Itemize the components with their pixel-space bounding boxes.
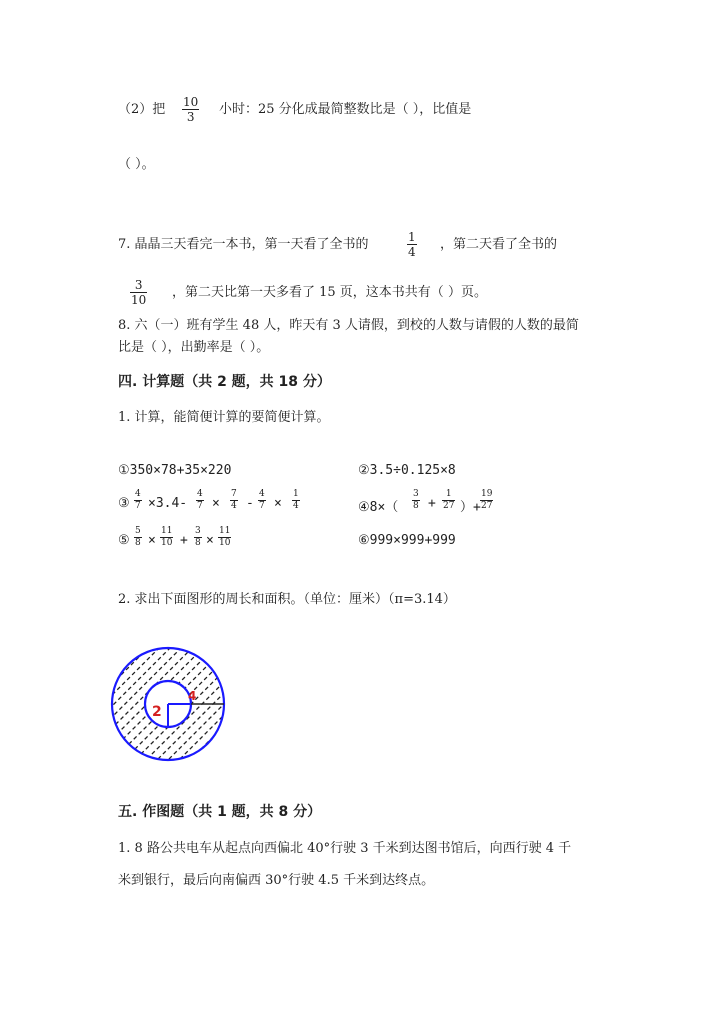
calc-item-3-text-2: × (212, 496, 220, 511)
fraction-denominator: 8 (413, 501, 419, 511)
calc-item-5-fraction-1 (134, 527, 142, 548)
annulus-figure (108, 644, 228, 764)
fraction-denominator: 7 (259, 501, 265, 511)
q7-fraction-2 (130, 279, 147, 306)
fraction-numerator: 3 (413, 489, 419, 499)
fraction-numerator: 3 (130, 279, 147, 293)
fraction-numerator: 3 (195, 526, 201, 536)
calc-item-3-fraction-2 (196, 490, 204, 511)
fraction-numerator: 4 (197, 489, 203, 499)
fraction-denominator: 8 (135, 538, 141, 548)
fraction-denominator: 8 (195, 538, 201, 548)
q6-2-text: 小时：25 分化成最简整数比是（ ），比值是 (219, 102, 472, 117)
calc-item-3-fraction-4 (258, 490, 266, 511)
fraction-denominator: 10 (161, 538, 173, 548)
calc-item-3-fraction-1 (134, 490, 142, 511)
q6-2-prefix: （2）把 (118, 102, 166, 117)
fraction-denominator: 27 (481, 501, 493, 511)
calc-item-5-text-1: × (148, 533, 156, 548)
fraction-numerator: 10 (183, 95, 199, 109)
calc-item-5-fraction-2 (160, 527, 173, 548)
q6-2-fraction (182, 96, 199, 123)
calc-item-3-text-3: - (246, 496, 254, 511)
q7-fraction-1 (407, 231, 417, 258)
fraction-numerator: 1 (293, 489, 299, 499)
q7-part1: 7. 晶晶三天看完一本书，第一天看了全书的 (118, 237, 369, 252)
fraction-numerator: 11 (161, 526, 173, 536)
fraction-numerator: 7 (231, 489, 237, 499)
section-4-q1-title: 1. 计算，能简便计算的要简便计算。 (118, 410, 330, 425)
calc-item-4-fraction-3 (480, 490, 493, 511)
q8-line1: 8. 六（一）班有学生 48 人，昨天有 3 人请假，到校的人数与请假的人数的最简 (118, 318, 579, 333)
fraction-denominator: 4 (231, 501, 237, 511)
section-4-q2-title: 2. 求出下面图形的周长和面积。（单位：厘米）（π=3.14） (118, 592, 456, 607)
fraction-numerator: 5 (135, 526, 141, 536)
calc-item-5-fraction-4 (218, 527, 231, 548)
q8-line2: 比是（ ），出勤率是（ ）。 (118, 340, 270, 355)
calc-item-3-fraction-5 (292, 490, 300, 511)
calc-item-5-text-3: × (206, 533, 214, 548)
fraction-denominator: 3 (186, 110, 195, 124)
section-5-title: 五. 作图题（共 1 题，共 8 分） (118, 804, 322, 820)
outer-radius-label: 4 (188, 689, 197, 703)
calc-item-5-text-2: + (180, 533, 188, 548)
calc-item-6: ⑥999×999+999 (358, 533, 456, 548)
calc-item-3-fraction-3 (230, 490, 238, 511)
fraction-numerator: 1 (442, 490, 455, 501)
calc-item-3-text-1: ×3.4- (148, 496, 188, 511)
fraction-denominator: 27 (443, 501, 455, 511)
calc-item-4-text-1: + (428, 496, 436, 511)
fraction-denominator: 4 (408, 245, 416, 259)
fraction-denominator: 10 (131, 293, 147, 307)
section-5-q1-line2: 米到银行，最后向南偏西 30°行驶 4.5 千米到达终点。 (118, 873, 435, 888)
fraction-denominator: 4 (293, 501, 299, 511)
calc-item-3-text-4: × (274, 496, 282, 511)
fraction-numerator: 4 (259, 489, 265, 499)
calc-item-4-label: ④8×（ (358, 500, 399, 515)
inner-radius-label: 2 (152, 704, 162, 720)
section-4-title: 四. 计算题（共 2 题，共 18 分） (118, 374, 331, 390)
calc-item-4-fraction-2 (442, 490, 455, 511)
calc-item-5-label: ⑤ (118, 533, 130, 548)
q7-part2: ，第二天看了全书的 (440, 237, 558, 252)
fraction-numerator: 19 (481, 489, 493, 499)
q6-2-line2: （ ）。 (118, 157, 155, 172)
fraction-numerator: 11 (219, 526, 231, 536)
calc-item-5-fraction-3 (194, 527, 202, 548)
q7-part3: ，第二天比第一天多看了 15 页，这本书共有（ ）页。 (172, 285, 487, 300)
calc-item-2: ②3.5÷0.125×8 (358, 463, 456, 478)
calc-item-4-fraction-1 (412, 490, 420, 511)
calc-item-4-text-2: ）+ (460, 500, 481, 515)
fraction-numerator: 1 (408, 230, 416, 244)
fraction-denominator: 10 (219, 538, 231, 548)
calc-item-3-label: ③ (118, 496, 130, 511)
fraction-denominator: 7 (135, 501, 141, 511)
fraction-numerator: 4 (135, 489, 141, 499)
hatch-line (108, 644, 174, 764)
calc-item-1: ①350×78+35×220 (118, 463, 232, 478)
fraction-denominator: 7 (197, 501, 203, 511)
section-5-q1-line1: 1. 8 路公共电车从起点向西偏北 40°行驶 3 千米到达图书馆后，向西行驶 4 千 (118, 841, 572, 856)
